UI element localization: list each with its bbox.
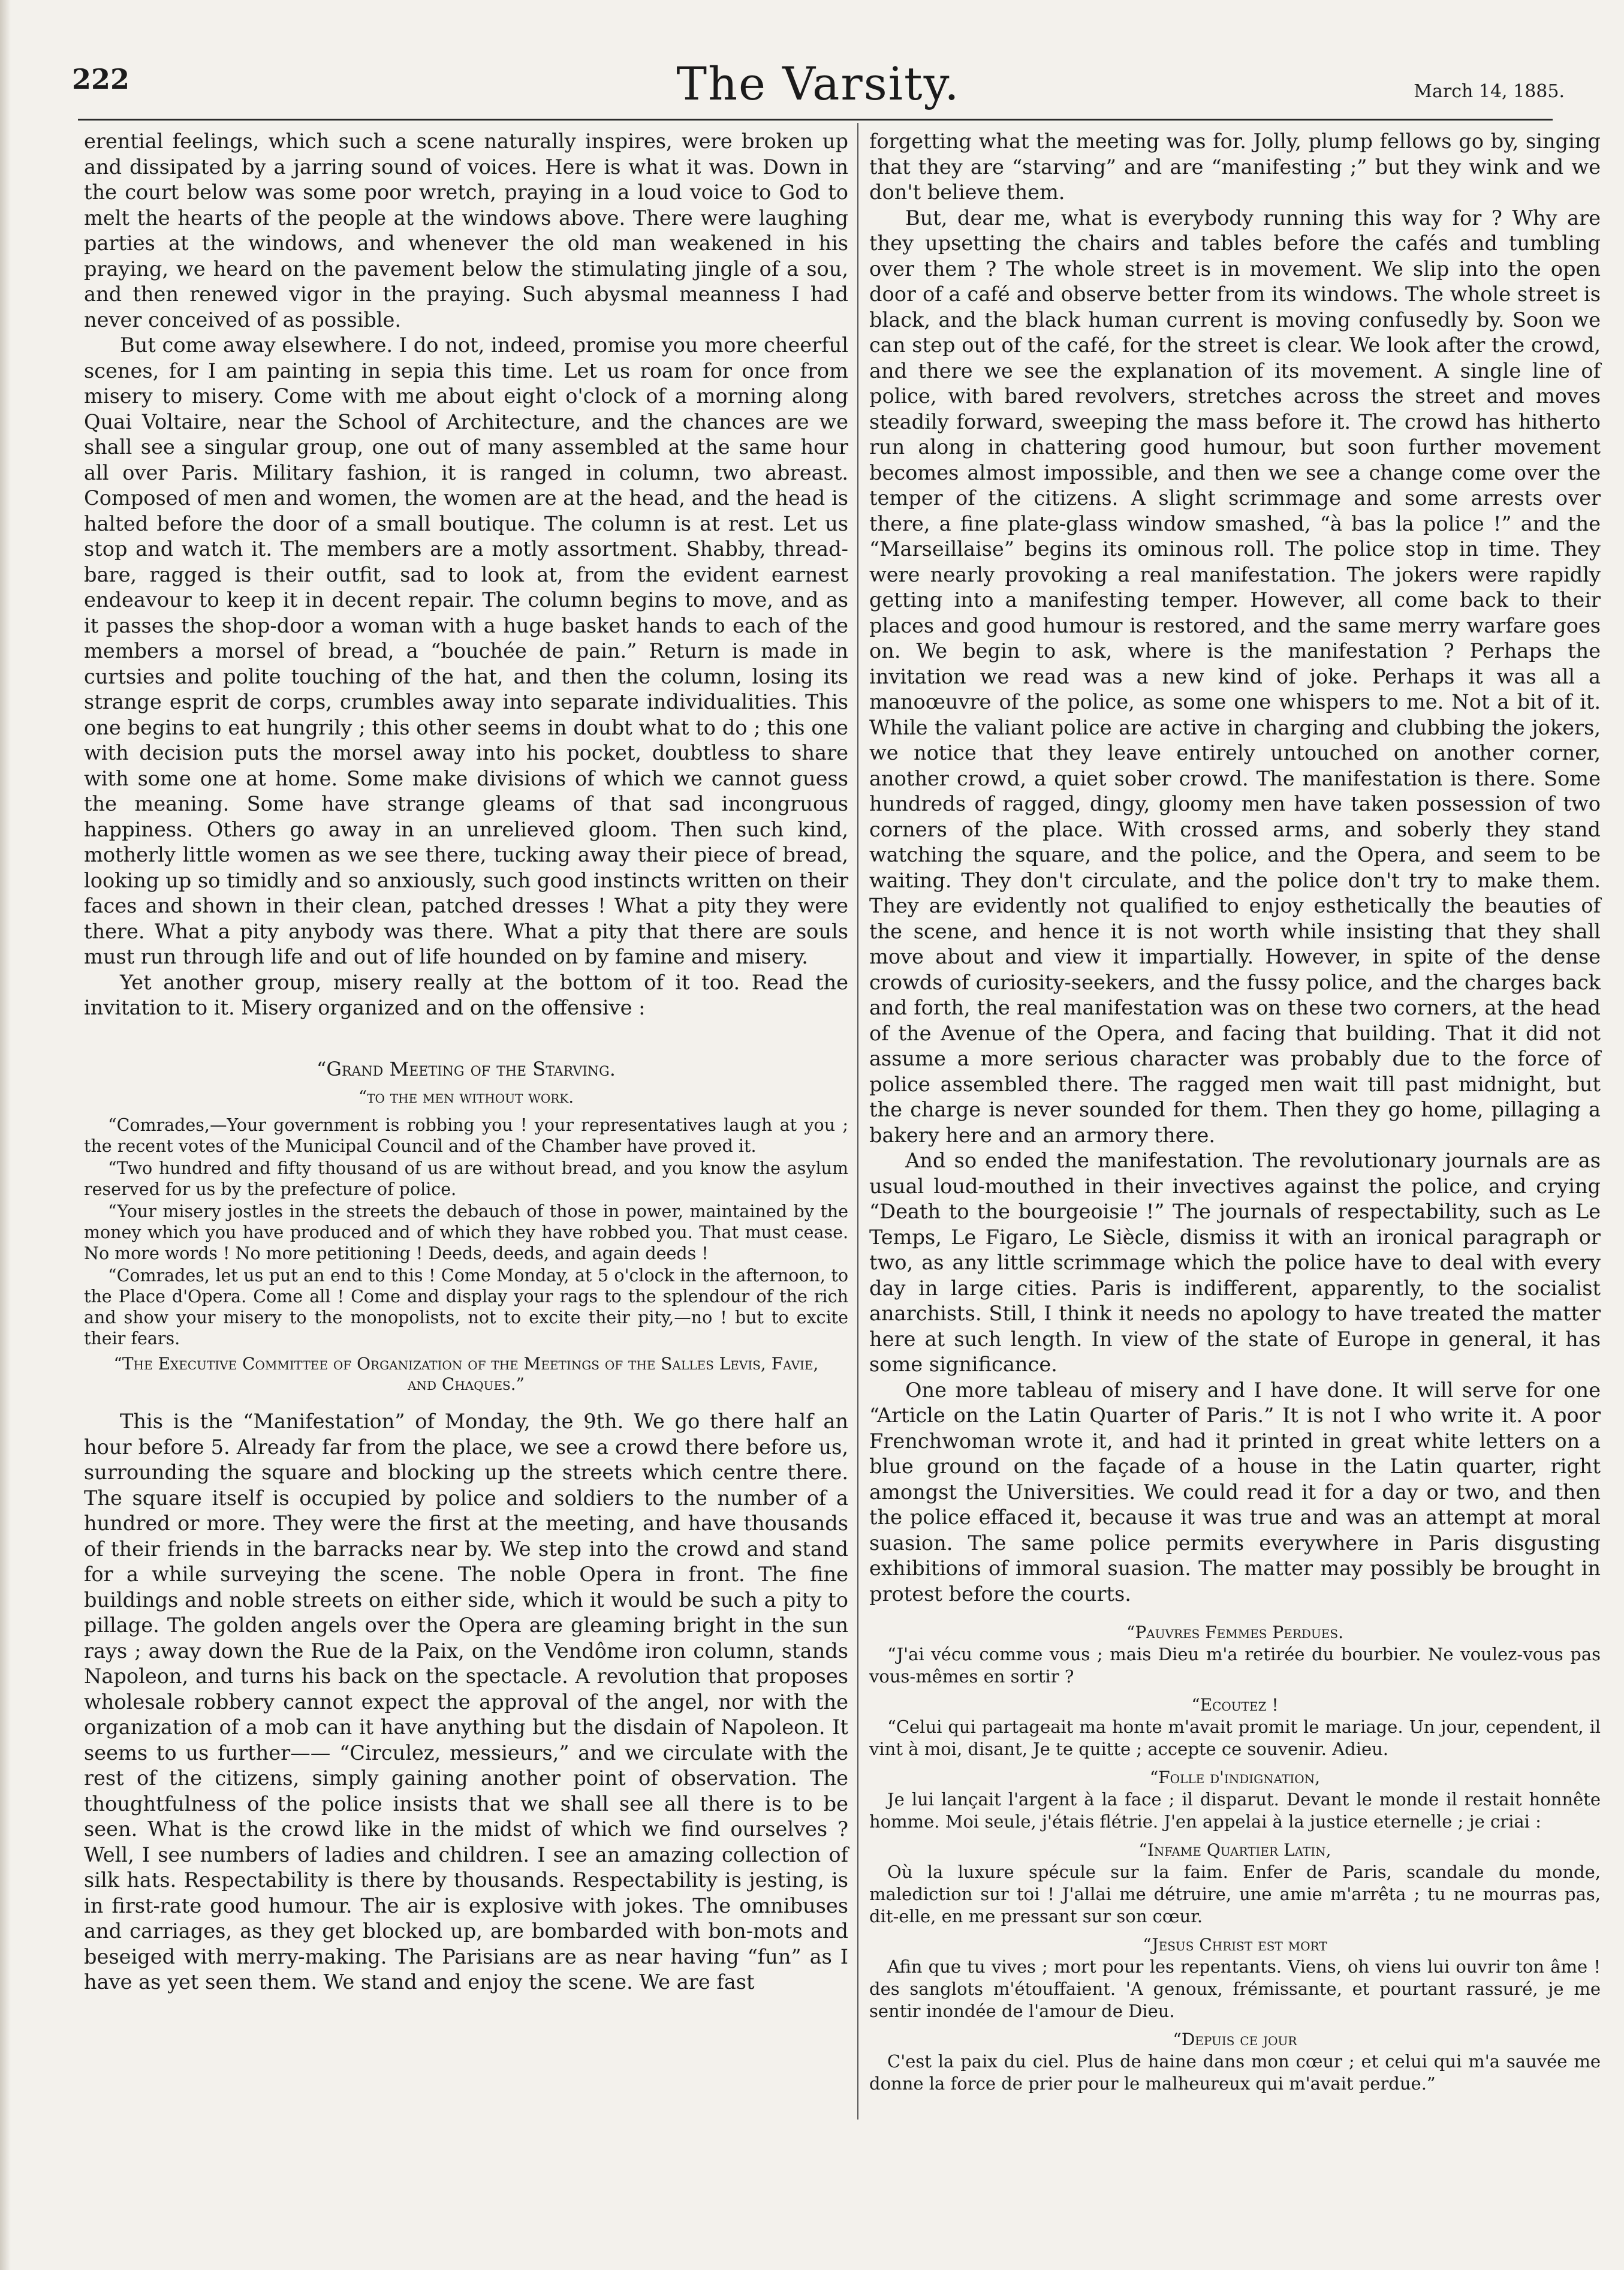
page-edge: [0, 0, 11, 2270]
meeting-title: “Grand Meeting of the Starving.: [317, 1057, 616, 1080]
header-rule: [78, 119, 1553, 121]
quote-paragraph: “Comrades,—Your government is robbing you ! your representatives laugh at you ; the recent votes of the Municipal Council and of the Chamber have proved it.: [84, 1115, 848, 1156]
quote-paragraph: “Your misery jostles in the streets the debauch of those in power, maintained by the money which you have produced and of which they have robbed you. That must cease. No more words ! No more petitioning ! Deeds, deeds, and again deeds !: [84, 1202, 848, 1263]
poster-verse: “Celui qui partageait ma honte m'avait promit le mariage. Un jour, cependent, il vint à moi, disant, Je te quitte ; accepte ce souvenir. Adieu.: [869, 1717, 1601, 1759]
poster-text: [869, 1621, 1601, 2095]
poster-verse: Je lui lançait l'argent à la face ; il disparut. Devant le monde il restait honnête homme. Moi seule, j'étais flétrie. J'en appelai à la justice eternelle ; je criai :: [869, 1789, 1601, 1832]
committee-signature: “The Executive Committee of Organization of the Meetings of the Salles Levis, Favie, and Chaques.”: [113, 1354, 819, 1394]
paragraph: And so ended the manifestation. The revolutionary journals are as usual loud-mouthed in their invectives against the police, and crying “Death to the bourgeoisie !” The journals of respectability, such as Le Temps, Le Figaro, Le Siècle, dismiss it with an ironical paragraph or two, as any little scrimmage which the police have to deal with every day in large cities. Paris is indifferent, apparently, to the socialist anarchists. Still, I think it needs no apology to have treated the matter here at such length. In view of the state of Europe in general, it has some significance.: [869, 1149, 1601, 1376]
poster-verse: C'est la paix du ciel. Plus de haine dans mon cœur ; et celui qui m'a sauvée me donne la force de prier pour le malheureux qui m'avait perdue.”: [869, 2051, 1601, 2094]
paragraph: But come away elsewhere. I do not, indeed, promise you more cheerful scenes, for I am painting in sepia this time. Let us roam for once from misery to misery. Come with me about eight o'clock of a morning along Quai Voltaire, near the School of Architecture, and the chances are we shall see a singular group, one out of many assembled at the same hour all over Paris. Military fashion, it is ranged in column, two abreast. Composed of men and women, the women are at the head, and the head is halted before the door of a small boutique. The column is at rest. Let us stop and watch it. The members are a motly assortment. Shabby, thread-bare, ragged is their outfit, sad to look at, from the evident earnest endeavour to keep it in decent repair. The column begins to move, and as it passes the shop-door a woman with a huge basket hands to each of the members a morsel of bread, a “bouchée de pain.” Return is made in curtsies and polite touching of the hat, and then the column, losing its strange esprit de corps, crumbles away into separate individualities. This one begins to eat hungrily ; this other seems in doubt what to do ; this one with decision puts the morsel away into his pocket, doubtless to share with some one at home. Some make divisions of which we cannot guess the meaning. Some have strange gleams of that sad incongruous happiness. Others go away in an unrelieved gloom. Then such kind, motherly little women as we see there, tucking away their piece of bread, looking up so timidly and so anxiously, such good instincts written on their faces and shown in their clean, patched dresses ! What a pity they were there. What a pity anybody was there. What a pity that there are souls must run through life and out of life hounded on by famine and misery.: [84, 333, 848, 968]
page-number: 222: [72, 63, 130, 95]
poster-heading: “Depuis ce jour: [1173, 2030, 1297, 2049]
poster-verse: Où la luxure spécule sur la faim. Enfer de Paris, scandale du monde, malediction sur toi ! J'allai me détruire, une amie m'arrêta ; tu ne mourras pas, dit-elle, en me pressant sur son cœur.: [869, 1862, 1601, 1926]
poster-verse: Afin que tu vives ; mort pour les repentants. Viens, oh viens lui ouvrir ton âme ! des sanglots m'étouffaient. 'A genoux, frémissante, et pourtant rassuré, je me sentir inondée de l'amour de Dieu.: [869, 1956, 1601, 2021]
issue-date: March 14, 1885.: [1414, 81, 1565, 102]
quote-paragraph: “Two hundred and fifty thousand of us are without bread, and you know the asylum reserved for us by the prefecture of police.: [84, 1158, 848, 1199]
poster-heading: “Folle d'indignation,: [1149, 1768, 1321, 1787]
paragraph: This is the “Manifestation” of Monday, the 9th. We go there half an hour before 5. Already far from the place, we see a crowd there before us, surrounding the square and blocking up the streets which centre there. The square itself is occupied by police and soldiers to the number of a hundred or more. They were the first at the meeting, and have thousands of their friends in the barracks near by. We step into the crowd and stand for a while surveying the scene. The noble Opera in front. The fine buildings and noble streets on either side, which it would be such a pity to pillage. The golden angels over the Opera are gleaming bright in the sun rays ; away down the Rue de la Paix, on the Vendôme iron column, stands Napoleon, and turns his back on the spectacle. A revolution that proposes wholesale robbery cannot expect the approval of the angel, nor with the organization of a mob can it have anything but the disdain of Napoleon. It seems to us further—— “Circulez, messieurs,” and we circulate with the rest of the citizens, simply gaining another point of observation. The thoughtfulness of the police insists that we shall see all there is to be seen. What is the crowd like in the midst of which we find ourselves ? Well, I see numbers of ladies and children. I see an amazing collection of silk hats. Respectability is there by thousands. Respectability is jesting, is in first-rate good humour. The air is explosive with jokes. The omnibuses and carriages, as they get blocked up, are bombarded with bon-mots and beseiged with merry-making. The Parisians are as near having “fun” as I have as yet seen them. We stand and enjoy the scene. We are fast: [84, 1410, 848, 1994]
paragraph: forgetting what the meeting was for. Jolly, plump fellows go by, singing that they are “starving” and are “manifesting ;” but they wink and we don't believe them.: [869, 130, 1601, 204]
poster-verse: “J'ai vécu comme vous ; mais Dieu m'a retirée du bourbier. Ne voulez-vous pas vous-mêmes en sortir ?: [869, 1644, 1601, 1687]
column-divider: [857, 123, 858, 2120]
invitation-quote: [84, 1115, 848, 1349]
paragraph: But, dear me, what is everybody running this way for ? Why are they upsetting the chairs and tables before the cafés and tumbling over them ? The whole street is in movement. We slip into the open door of a café and observe better from its windows. The whole street is black, and the black human current is moving confusedly by. Soon we can step out of the café, for the street is clear. We look after the crowd, and there we see the explanation of its movement. A single line of police, with bared revolvers, stretches across the street and moves steadily forward, sweeping the mass before it. The crowd has hitherto run along in chattering good humour, but soon further movement becomes almost impossible, and then we see a change come over the temper of the citizens. A slight scrimmage and some arrests over there, a fine plate-glass window smashed, “à bas la police !” and the “Marseillaise” begins its ominous roll. The police stop in time. They were nearly provoking a real manifestation. The jokers were rapidly getting into a manifesting temper. However, all come back to their places and good humour is restored, and the same merry warfare goes on. We begin to ask, where is the manifestation ? Perhaps the invitation we read was a new kind of joke. Perhaps it was all a manoœuvre of the police, as some one whispers to me. Not a bit of it. While the valiant police are active in charging and clubbing the jokers, we notice that they leave entirely untouched on another corner, another crowd, a quiet sober crowd. The manifestation is there. Some hundreds of ragged, dingy, gloomy men have taken possession of two corners of the place. With crossed arms, and soberly they stand watching the square, and the police, and the Opera, and seem to be waiting. They don't circulate, and the police don't try to make them. They are evidently not qualified to enjoy esthetically the beauties of the scene, and hence it is not worth while insisting that they shall move about and view it impartially. However, in spite of the dense crowds of curiosity-seekers, and the fussy police, and the charges back and forth, the real manifestation was on these two corners, at the head of the Avenue of the Opera, and facing that building. That it did not assume a more serious character was probably due to the force of police assembled there. The ragged men wait till past midnight, but the charge is never sounded for them. Then they go home, pillaging a bakery here and an armory there.: [869, 206, 1601, 1147]
poster-heading: “Infame Quartier Latin,: [1138, 1840, 1331, 1860]
left-column: [84, 129, 848, 1995]
poster-heading: “Pauvres Femmes Perdues.: [1126, 1622, 1343, 1642]
right-column: [869, 129, 1601, 2095]
page-header: [72, 57, 1565, 117]
paragraph: Yet another group, misery really at the bottom of it too. Read the invitation to it. Misery organized and on the offensive :: [84, 970, 848, 1019]
meeting-subtitle: “to the men without work.: [358, 1086, 574, 1107]
paragraph: erential feelings, which such a scene naturally inspires, were broken up and dissipated by a jarring sound of voices. Here is what it was. Down in the court below was some poor wretch, praying in a loud voice to God to melt the hearts of the people at the windows above. There were laughing parties at the windows, and whenever the old man weakened in his praying, we heard on the pavement below the stimulating jingle of a sou, and then renewed vigor in the praying. Such abysmal meanness I had never conceived of as possible.: [84, 130, 848, 332]
paragraph: One more tableau of misery and I have done. It will serve for one “Article on the Latin Quarter of Paris.” It is not I who write it. A poor Frenchwoman wrote it, and had it printed in great white letters on a blue ground on the façade of a house in the Latin quarter, right amongst the Universities. We could read it for a day or two, and then the police effaced it, because it was true and was an attempt at moral suasion. The same police permits everywhere in Paris disgusting exhibitions of immoral suasion. The matter may possibly be brought in protest before the courts.: [869, 1378, 1601, 1606]
quote-paragraph: “Comrades, let us put an end to this ! Come Monday, at 5 o'clock in the afternoon, to the Place d'Opera. Come all ! Come and display your rags to the splendour of the rich and show your misery to the monopolists, not to excite their pity,—no ! but to excite their fears.: [84, 1266, 848, 1348]
poster-heading: “Jesus Christ est mort: [1143, 1935, 1327, 1955]
masthead-title: The Varsity.: [676, 57, 960, 110]
poster-heading: “Ecoutez !: [1191, 1695, 1279, 1715]
